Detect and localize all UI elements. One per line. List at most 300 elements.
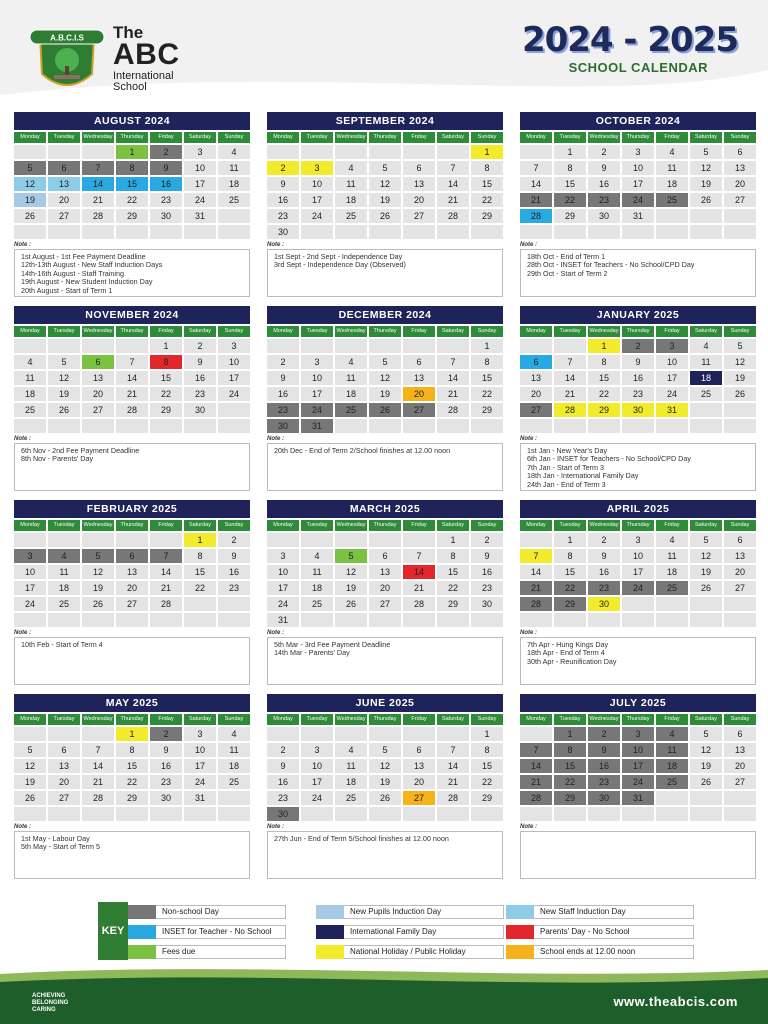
weekday-label: Sunday <box>724 326 756 337</box>
day-cell: 6 <box>403 161 435 175</box>
day-cell: 13 <box>403 371 435 385</box>
note-box <box>267 249 503 297</box>
weekday-label: Thursday <box>622 520 654 531</box>
key-item <box>128 945 286 959</box>
week-row <box>520 145 756 159</box>
note-line: 29th Oct - Start of Term 2 <box>527 268 608 278</box>
day-cell: 7 <box>520 161 552 175</box>
day-cell: 17 <box>267 581 299 595</box>
day-cell <box>690 225 722 239</box>
day-cell <box>554 339 586 353</box>
weekday-label: Friday <box>150 520 182 531</box>
day-cell: 23 <box>150 193 182 207</box>
day-cell: 24 <box>622 193 654 207</box>
weekday-label: Friday <box>150 714 182 725</box>
day-cell: 21 <box>554 387 586 401</box>
day-cell: 19 <box>48 387 80 401</box>
day-cell: 7 <box>403 549 435 563</box>
day-cell: 29 <box>437 597 469 611</box>
day-cell: 20 <box>724 177 756 191</box>
weekday-header <box>267 132 503 143</box>
day-cell <box>403 613 435 627</box>
day-cell: 13 <box>403 759 435 773</box>
day-cell <box>471 807 503 821</box>
day-cell <box>116 533 148 547</box>
motto-line: BELONGING <box>32 1000 69 1006</box>
week-row <box>14 791 250 805</box>
day-cell: 3 <box>656 339 688 353</box>
weekday-label: Tuesday <box>301 714 333 725</box>
day-cell <box>14 613 46 627</box>
key-item <box>506 945 694 959</box>
key-swatch <box>128 905 156 919</box>
day-cell <box>335 419 367 433</box>
day-cell: 16 <box>588 759 620 773</box>
weekday-label: Monday <box>520 520 552 531</box>
day-cell: 29 <box>554 209 586 223</box>
day-cell: 17 <box>301 193 333 207</box>
day-cell: 2 <box>218 533 250 547</box>
weekday-label: Monday <box>14 520 46 531</box>
weekday-label: Friday <box>403 326 435 337</box>
weekday-label: Wednesday <box>335 326 367 337</box>
weekday-label: Thursday <box>116 520 148 531</box>
day-cell <box>184 613 216 627</box>
day-cell: 9 <box>218 549 250 563</box>
day-cell: 18 <box>14 387 46 401</box>
note-line: 10th Feb - Start of Term 4 <box>21 640 103 649</box>
day-cell: 31 <box>622 791 654 805</box>
day-cell: 16 <box>471 565 503 579</box>
motto-line: ACHIEVING <box>32 993 66 999</box>
weekday-label: Tuesday <box>48 132 80 143</box>
day-cell <box>724 209 756 223</box>
day-cell: 26 <box>724 387 756 401</box>
day-cell: 14 <box>520 759 552 773</box>
day-cell: 23 <box>218 581 250 595</box>
day-cell: 8 <box>588 355 620 369</box>
note-line: 1st May - Labour Day <box>21 834 90 843</box>
week-row <box>14 145 250 159</box>
day-cell: 12 <box>690 549 722 563</box>
day-cell: 14 <box>520 177 552 191</box>
day-cell: 14 <box>150 565 182 579</box>
day-cell <box>724 597 756 611</box>
day-cell: 21 <box>437 193 469 207</box>
day-cell <box>301 145 333 159</box>
day-cell <box>690 613 722 627</box>
day-cell: 29 <box>471 403 503 417</box>
day-cell: 9 <box>588 549 620 563</box>
weekday-label: Thursday <box>116 326 148 337</box>
school-school: School <box>113 81 147 93</box>
day-cell: 8 <box>116 743 148 757</box>
day-cell: 1 <box>471 339 503 353</box>
day-cell: 19 <box>690 759 722 773</box>
day-cell: 28 <box>82 209 114 223</box>
day-cell <box>369 613 401 627</box>
key-swatch <box>506 945 534 959</box>
day-cell: 26 <box>369 209 401 223</box>
day-cell: 15 <box>116 177 148 191</box>
day-cell <box>116 613 148 627</box>
year-title: 2024 - 2025 <box>521 20 738 60</box>
week-row <box>267 209 503 223</box>
weekday-label: Saturday <box>184 714 216 725</box>
day-cell: 11 <box>48 565 80 579</box>
day-cell <box>48 533 80 547</box>
day-cell <box>554 807 586 821</box>
week-row <box>14 339 250 353</box>
day-cell: 28 <box>520 209 552 223</box>
week-row <box>520 193 756 207</box>
day-cell: 22 <box>437 581 469 595</box>
day-cell: 31 <box>184 791 216 805</box>
day-cell: 8 <box>150 355 182 369</box>
key-badge: KEY <box>98 902 128 960</box>
day-cell: 2 <box>588 727 620 741</box>
day-cell <box>150 807 182 821</box>
weekday-label: Saturday <box>437 132 469 143</box>
day-cell: 24 <box>267 597 299 611</box>
day-cell: 19 <box>690 565 722 579</box>
month-calendar <box>267 112 503 297</box>
weekday-label: Thursday <box>622 714 654 725</box>
day-cell: 5 <box>690 533 722 547</box>
day-cell: 15 <box>437 565 469 579</box>
day-cell: 5 <box>14 743 46 757</box>
day-cell <box>82 807 114 821</box>
weekday-label: Sunday <box>218 132 250 143</box>
day-cell: 21 <box>437 775 469 789</box>
day-cell: 31 <box>622 209 654 223</box>
weekday-label: Monday <box>520 714 552 725</box>
day-cell: 20 <box>403 775 435 789</box>
day-cell: 25 <box>218 193 250 207</box>
day-cell: 24 <box>301 209 333 223</box>
day-cell: 13 <box>369 565 401 579</box>
day-cell: 31 <box>267 613 299 627</box>
day-cell: 1 <box>554 727 586 741</box>
weekday-label: Sunday <box>471 326 503 337</box>
week-row <box>267 533 503 547</box>
note-line: 12th-13th August - New Staff Induction Days <box>21 260 163 270</box>
day-cell <box>403 807 435 821</box>
weekday-label: Saturday <box>184 520 216 531</box>
day-cell: 18 <box>656 177 688 191</box>
week-row <box>267 177 503 191</box>
day-cell: 7 <box>82 743 114 757</box>
day-cell: 18 <box>656 759 688 773</box>
day-cell <box>48 339 80 353</box>
day-cell: 21 <box>437 387 469 401</box>
day-cell: 22 <box>554 193 586 207</box>
day-cell: 14 <box>437 371 469 385</box>
day-cell: 26 <box>14 209 46 223</box>
day-cell: 19 <box>82 581 114 595</box>
weekday-header <box>14 714 250 725</box>
day-cell <box>116 339 148 353</box>
weekday-label: Saturday <box>437 714 469 725</box>
day-cell: 16 <box>267 775 299 789</box>
key-item <box>316 925 504 939</box>
note-label: Note : <box>14 630 31 636</box>
day-cell: 5 <box>690 727 722 741</box>
day-cell: 17 <box>14 581 46 595</box>
day-cell <box>724 225 756 239</box>
week-row <box>14 759 250 773</box>
day-cell: 25 <box>656 193 688 207</box>
weekday-label: Thursday <box>622 326 654 337</box>
month-calendar <box>520 306 756 491</box>
day-cell: 9 <box>471 549 503 563</box>
day-cell <box>369 727 401 741</box>
day-cell: 18 <box>335 193 367 207</box>
school-the: The <box>113 23 144 42</box>
day-cell <box>403 145 435 159</box>
weekday-label: Tuesday <box>301 520 333 531</box>
weekday-label: Friday <box>150 326 182 337</box>
weekday-label: Monday <box>267 520 299 531</box>
key-label: Non-school Day <box>156 905 286 919</box>
day-cell <box>690 807 722 821</box>
day-cell: 13 <box>724 549 756 563</box>
day-cell: 23 <box>150 775 182 789</box>
key-label: New Staff Induction Day <box>534 905 694 919</box>
day-cell <box>14 533 46 547</box>
day-cell <box>301 807 333 821</box>
day-cell <box>301 339 333 353</box>
weekday-label: Wednesday <box>335 132 367 143</box>
day-cell: 20 <box>48 775 80 789</box>
day-cell: 8 <box>437 549 469 563</box>
weekday-label: Thursday <box>369 714 401 725</box>
note-line: 14th-16th August - Staff Training <box>21 268 124 278</box>
day-cell: 27 <box>724 193 756 207</box>
day-cell: 28 <box>403 597 435 611</box>
day-cell <box>437 225 469 239</box>
week-row <box>267 371 503 385</box>
day-cell: 18 <box>218 177 250 191</box>
weekday-label: Saturday <box>184 132 216 143</box>
day-cell: 22 <box>554 775 586 789</box>
day-cell: 28 <box>437 403 469 417</box>
day-cell: 27 <box>82 403 114 417</box>
month-title: JULY 2025 <box>520 694 756 712</box>
day-cell: 24 <box>218 387 250 401</box>
week-row <box>267 161 503 175</box>
day-cell: 2 <box>588 533 620 547</box>
day-cell <box>150 225 182 239</box>
note-line: 5th Mar - 3rd Fee Payment Deadline <box>274 640 391 649</box>
day-cell: 2 <box>150 145 182 159</box>
day-cell: 30 <box>471 597 503 611</box>
weekday-label: Saturday <box>184 326 216 337</box>
week-row <box>14 193 250 207</box>
note-box <box>14 443 250 491</box>
week-row <box>14 597 250 611</box>
day-cell <box>301 533 333 547</box>
day-cell: 23 <box>588 193 620 207</box>
day-cell: 2 <box>184 339 216 353</box>
week-row <box>267 403 503 417</box>
day-cell: 1 <box>471 145 503 159</box>
day-cell: 5 <box>690 145 722 159</box>
week-row <box>267 743 503 757</box>
day-cell: 21 <box>116 387 148 401</box>
day-cell: 1 <box>471 727 503 741</box>
day-cell: 14 <box>82 177 114 191</box>
week-row <box>14 807 250 821</box>
weekday-label: Sunday <box>218 326 250 337</box>
note-line: 20th Dec - End of Term 2/School finishes at 12.00 noon <box>274 446 451 455</box>
week-row <box>267 613 503 627</box>
weekday-label: Friday <box>403 714 435 725</box>
day-cell <box>437 339 469 353</box>
day-cell: 13 <box>520 371 552 385</box>
weekday-label: Saturday <box>437 326 469 337</box>
day-cell: 3 <box>622 145 654 159</box>
day-cell: 4 <box>301 549 333 563</box>
week-row <box>14 727 250 741</box>
note-box <box>14 637 250 685</box>
note-line: 19th August - New Student Induction Day <box>21 277 153 287</box>
week-row <box>267 791 503 805</box>
day-cell: 11 <box>656 549 688 563</box>
day-cell: 2 <box>471 533 503 547</box>
day-cell: 3 <box>301 161 333 175</box>
key-label: School ends at 12.00 noon <box>534 945 694 959</box>
website-link[interactable]: www.theabcis.com <box>613 994 738 1009</box>
day-cell <box>82 727 114 741</box>
day-cell: 6 <box>116 549 148 563</box>
day-cell: 15 <box>554 759 586 773</box>
day-cell: 14 <box>520 565 552 579</box>
weekday-label: Monday <box>267 326 299 337</box>
day-cell <box>218 419 250 433</box>
note-box <box>14 831 250 879</box>
day-cell: 4 <box>656 145 688 159</box>
day-cell: 25 <box>218 775 250 789</box>
day-cell <box>369 807 401 821</box>
day-cell <box>218 807 250 821</box>
day-cell: 22 <box>150 387 182 401</box>
day-cell: 8 <box>554 549 586 563</box>
day-cell: 28 <box>520 597 552 611</box>
day-cell: 18 <box>335 775 367 789</box>
note-box <box>267 443 503 491</box>
week-row <box>267 581 503 595</box>
week-row <box>14 209 250 223</box>
weekday-label: Wednesday <box>335 714 367 725</box>
weekday-label: Sunday <box>471 714 503 725</box>
day-cell: 5 <box>335 549 367 563</box>
week-row <box>520 727 756 741</box>
day-cell: 12 <box>48 371 80 385</box>
month-calendar <box>14 500 250 685</box>
week-row <box>520 613 756 627</box>
day-cell: 26 <box>48 403 80 417</box>
day-cell <box>82 145 114 159</box>
weekday-label: Wednesday <box>588 520 620 531</box>
day-cell: 19 <box>369 775 401 789</box>
day-cell: 6 <box>48 743 80 757</box>
day-cell: 9 <box>588 743 620 757</box>
day-cell <box>588 225 620 239</box>
day-cell: 19 <box>369 193 401 207</box>
day-cell: 27 <box>520 403 552 417</box>
week-row <box>267 549 503 563</box>
calendar-subtitle: SCHOOL CALENDAR <box>568 60 708 75</box>
day-cell <box>184 225 216 239</box>
day-cell: 24 <box>14 597 46 611</box>
day-cell <box>335 613 367 627</box>
weekday-header <box>520 326 756 337</box>
day-cell: 7 <box>116 355 148 369</box>
day-cell <box>554 225 586 239</box>
day-cell: 31 <box>301 419 333 433</box>
day-cell: 4 <box>656 533 688 547</box>
key-label: Parents' Day - No School <box>534 925 694 939</box>
note-line: 18th Oct - End of Term 1 <box>527 252 606 261</box>
day-cell: 7 <box>520 549 552 563</box>
key-item <box>128 905 286 919</box>
week-row <box>267 597 503 611</box>
week-row <box>267 775 503 789</box>
day-cell: 20 <box>403 387 435 401</box>
weekday-label: Monday <box>520 132 552 143</box>
weekday-label: Thursday <box>369 326 401 337</box>
day-cell: 12 <box>335 565 367 579</box>
week-row <box>520 339 756 353</box>
day-cell: 6 <box>48 161 80 175</box>
week-row <box>14 371 250 385</box>
weekday-label: Monday <box>267 714 299 725</box>
day-cell <box>690 791 722 805</box>
day-cell: 5 <box>724 339 756 353</box>
weekday-header <box>520 520 756 531</box>
day-cell: 10 <box>301 759 333 773</box>
day-cell <box>520 613 552 627</box>
weekday-label: Tuesday <box>554 132 586 143</box>
day-cell <box>403 225 435 239</box>
day-cell: 12 <box>724 355 756 369</box>
day-cell: 6 <box>520 355 552 369</box>
day-cell: 14 <box>82 759 114 773</box>
day-cell: 14 <box>554 371 586 385</box>
day-cell: 26 <box>82 597 114 611</box>
week-row <box>14 387 250 401</box>
day-cell <box>656 613 688 627</box>
key-swatch <box>506 925 534 939</box>
note-label: Note : <box>14 242 31 248</box>
day-cell: 25 <box>335 403 367 417</box>
weekday-label: Wednesday <box>588 326 620 337</box>
note-label: Note : <box>267 436 284 442</box>
day-cell <box>622 419 654 433</box>
day-cell <box>656 597 688 611</box>
weekday-label: Friday <box>656 326 688 337</box>
note-line: 3rd Sept - Independence Day (Observed) <box>274 260 406 270</box>
week-row <box>14 177 250 191</box>
day-cell: 13 <box>48 177 80 191</box>
note-label: Note : <box>520 630 537 636</box>
day-cell: 9 <box>267 177 299 191</box>
day-cell: 6 <box>724 533 756 547</box>
day-cell: 15 <box>554 565 586 579</box>
day-cell <box>520 225 552 239</box>
weekday-label: Saturday <box>437 520 469 531</box>
